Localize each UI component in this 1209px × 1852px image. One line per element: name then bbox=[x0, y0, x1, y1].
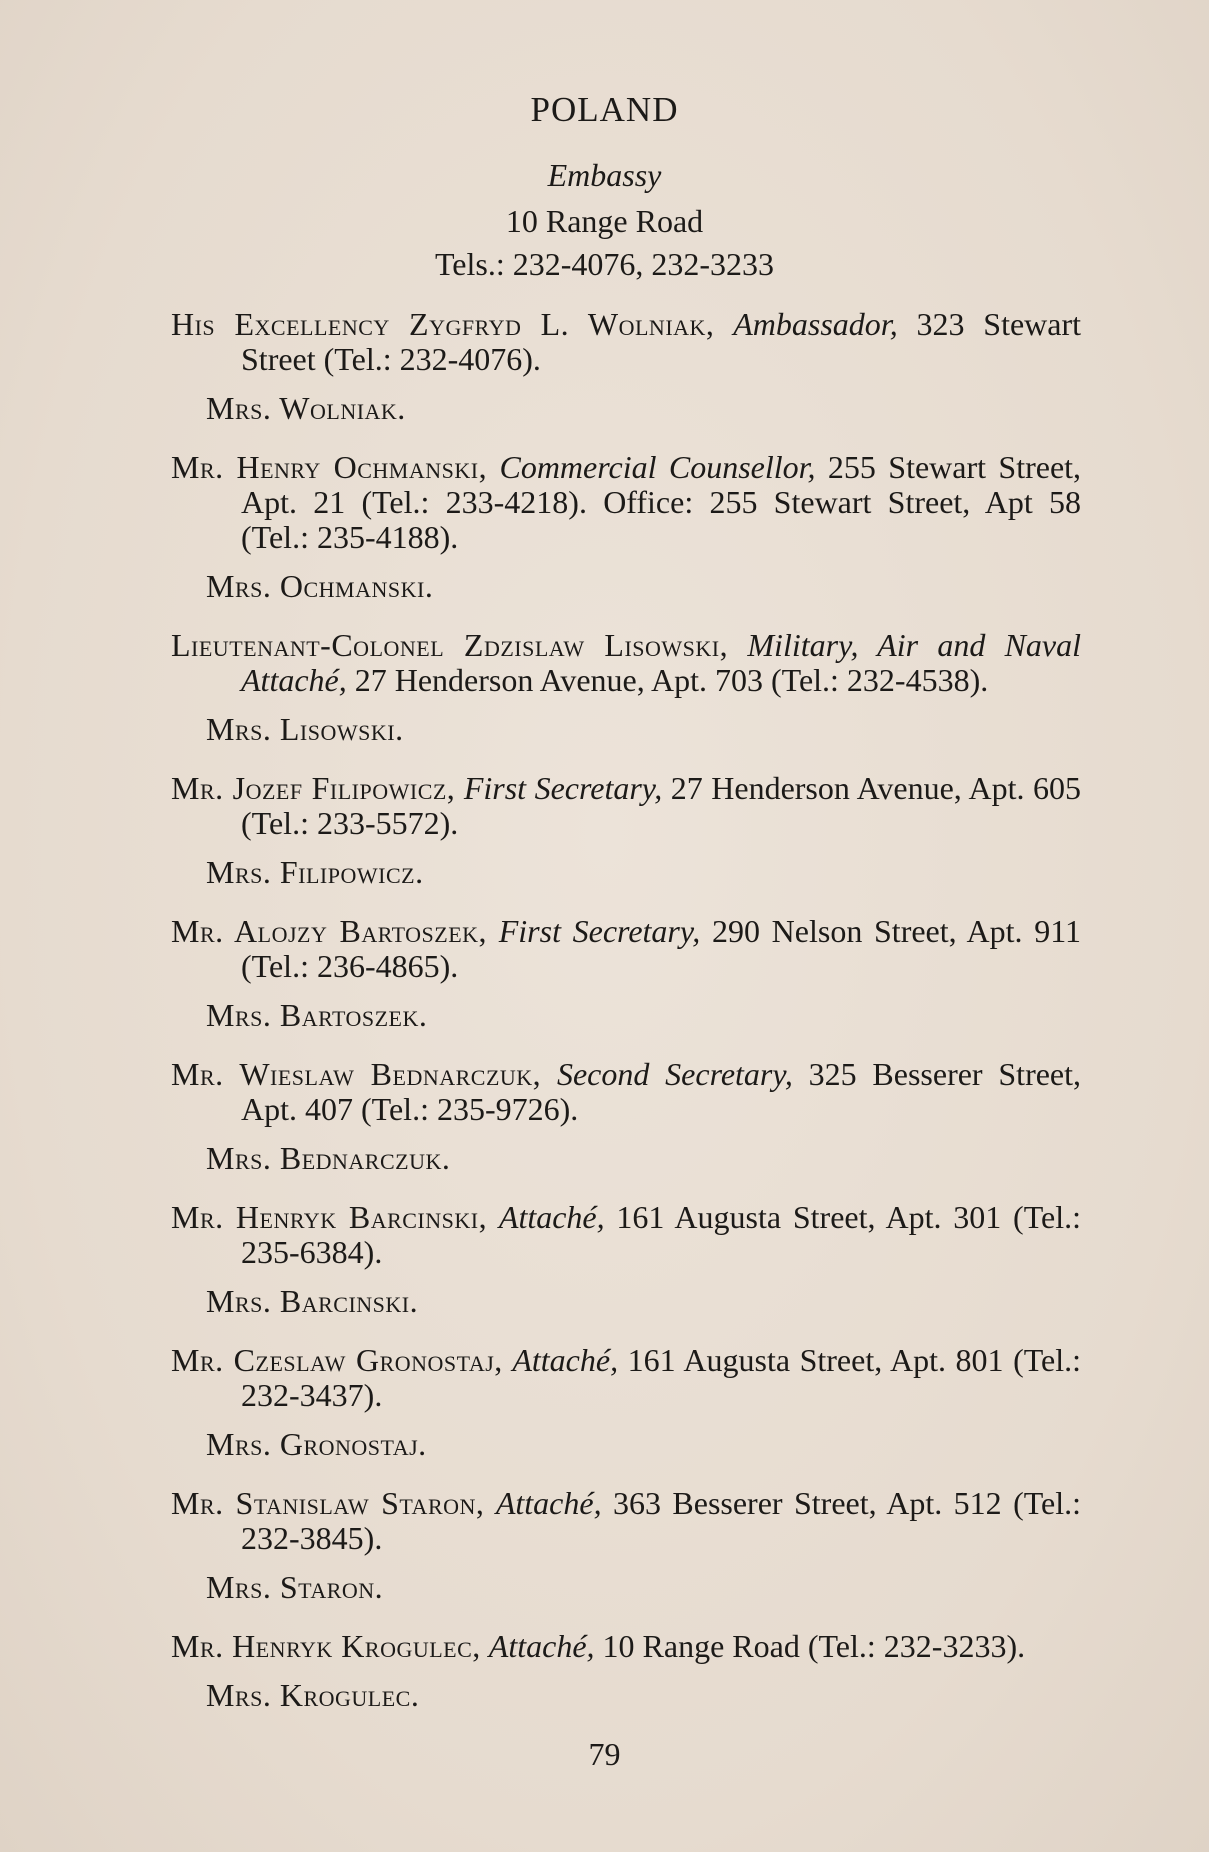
spouse-name: Mrs. Barcinski. bbox=[206, 1283, 419, 1319]
staff-details: 363 Besserer Street, Apt. 512 (Tel.: 232-3845). bbox=[241, 1485, 1082, 1556]
staff-role: Attaché, bbox=[495, 1485, 602, 1521]
staff-details: 161 Augusta Street, Apt. 301 (Tel.: 235-6384). bbox=[241, 1199, 1082, 1270]
staff-entry bbox=[171, 1629, 1081, 1713]
staff-entry bbox=[171, 1486, 1081, 1605]
entry-text bbox=[171, 1629, 1081, 1664]
entry-text bbox=[171, 307, 1081, 377]
spouse-name: Mrs. Ochmanski. bbox=[206, 568, 434, 604]
staff-details: 290 Nelson Street, Apt. 911 (Tel.: 236-4865). bbox=[241, 913, 1082, 984]
entry-text bbox=[171, 628, 1081, 698]
staff-entry bbox=[171, 450, 1081, 604]
mission-telephone: Tels.: 232-4076, 232-3233 bbox=[434, 246, 775, 282]
spouse-name: Mrs. Lisowski. bbox=[206, 711, 404, 747]
staff-entry bbox=[171, 1200, 1081, 1319]
entry-text bbox=[171, 1343, 1081, 1413]
staff-role: Attaché, bbox=[498, 1199, 605, 1235]
spouse-name: Mrs. Filipowicz. bbox=[206, 854, 424, 890]
spouse-name: Mrs. Gronostaj. bbox=[206, 1426, 427, 1462]
staff-entry bbox=[171, 628, 1081, 747]
entry-text bbox=[171, 1486, 1081, 1556]
staff-list bbox=[171, 307, 1081, 1737]
staff-entry bbox=[171, 307, 1081, 426]
staff-role: Military, Air and Naval Attaché, bbox=[241, 627, 1081, 698]
spouse-name: Mrs. Wolniak. bbox=[206, 390, 406, 426]
staff-details: 10 Range Road (Tel.: 232-3233). bbox=[602, 1628, 1026, 1664]
staff-name: His Excellency Zygfryd L. Wolniak, bbox=[171, 306, 715, 342]
staff-name: Mr. Stanislaw Staron, bbox=[171, 1485, 485, 1521]
mission-address: 10 Range Road bbox=[505, 203, 704, 239]
staff-details: 323 Stewart Street (Tel.: 232-4076). bbox=[241, 306, 1082, 377]
staff-details: 27 Henderson Avenue, Apt. 703 (Tel.: 232-4538). bbox=[354, 662, 989, 698]
entry-text bbox=[171, 771, 1081, 841]
staff-details: 27 Henderson Avenue, Apt. 605 (Tel.: 233-5572). bbox=[241, 770, 1082, 841]
staff-role: Commercial Counsellor, bbox=[499, 449, 816, 485]
staff-name: Mr. Alojzy Bartoszek, bbox=[171, 913, 488, 949]
spouse-name: Mrs. Bartoszek. bbox=[206, 997, 428, 1033]
page-number: 79 bbox=[588, 1736, 621, 1772]
staff-role: Second Secretary, bbox=[556, 1056, 793, 1092]
staff-name: Mr. Wieslaw Bednarczuk, bbox=[171, 1056, 542, 1092]
staff-name: Mr. Jozef Filipowicz, bbox=[171, 770, 456, 806]
entry-text bbox=[171, 1057, 1081, 1127]
entry-text bbox=[171, 914, 1081, 984]
spouse-name: Mrs. Bednarczuk. bbox=[206, 1140, 451, 1176]
staff-details: 325 Besserer Street, Apt. 407 (Tel.: 235-9726). bbox=[241, 1056, 1082, 1127]
staff-entry bbox=[171, 1057, 1081, 1176]
entry-text bbox=[171, 1200, 1081, 1270]
staff-name: Mr. Henryk Barcinski, bbox=[171, 1199, 488, 1235]
staff-role: First Secretary, bbox=[498, 913, 701, 949]
staff-details: 161 Augusta Street, Apt. 801 (Tel.: 232-3437). bbox=[241, 1342, 1082, 1413]
staff-role: First Secretary, bbox=[463, 770, 663, 806]
staff-name: Mr. Henry Ochmanski, bbox=[171, 449, 488, 485]
staff-entry bbox=[171, 771, 1081, 890]
staff-name: Mr. Henryk Krogulec, bbox=[171, 1628, 481, 1664]
spouse-name: Mrs. Staron. bbox=[206, 1569, 384, 1605]
staff-name: Lieutenant-Colonel Zdzislaw Lisowski, bbox=[171, 627, 729, 663]
staff-entry bbox=[171, 914, 1081, 1033]
mission-type: Embassy bbox=[547, 157, 662, 193]
spouse-name: Mrs. Krogulec. bbox=[206, 1677, 420, 1713]
country-title: POLAND bbox=[530, 90, 679, 129]
staff-role: Attaché, bbox=[512, 1342, 619, 1378]
staff-details: 255 Stewart Street, Apt. 21 (Tel.: 233-4218). Office: 255 Stewart Street, Apt 58 (Tel.: 235-4188). bbox=[241, 449, 1082, 555]
staff-entry bbox=[171, 1343, 1081, 1462]
staff-role: Ambassador, bbox=[733, 306, 898, 342]
staff-name: Mr. Czeslaw Gronostaj, bbox=[171, 1342, 503, 1378]
staff-role: Attaché, bbox=[488, 1628, 595, 1664]
entry-text bbox=[171, 450, 1081, 555]
